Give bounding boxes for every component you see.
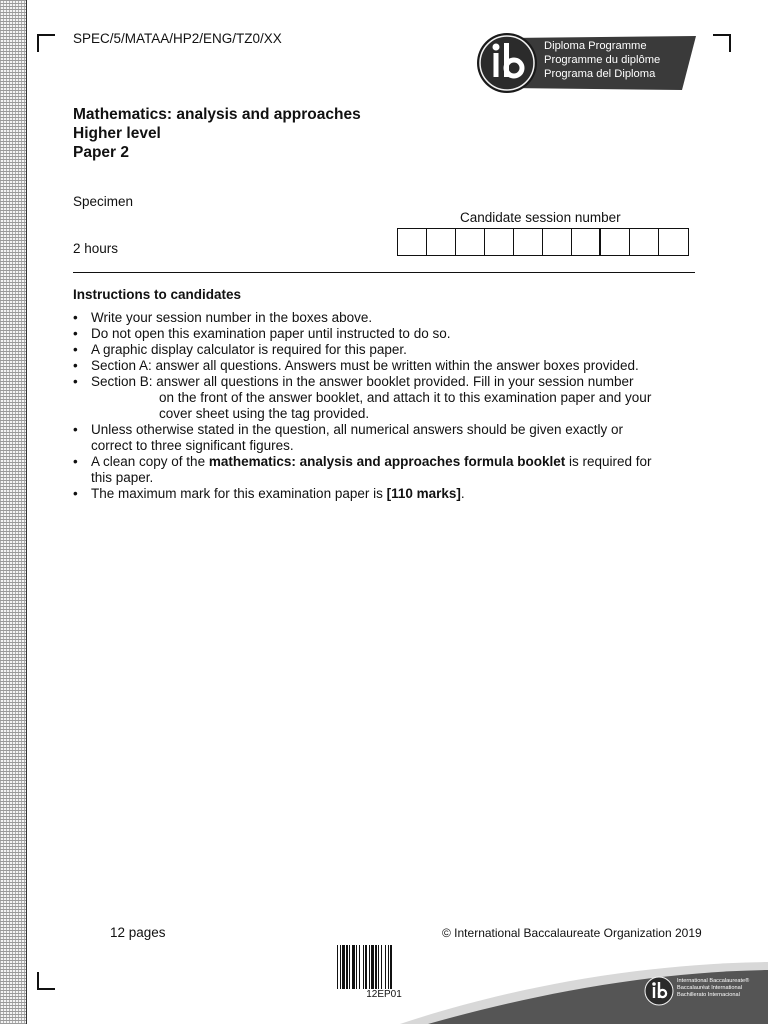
instruction-item: • A clean copy of the mathematics: analysis and approaches formula booklet is required for this paper. [73,454,698,486]
session-number-boxes [397,228,689,256]
barcode-bar [375,945,377,989]
barcode-bar [356,945,357,989]
logo-line-3: Programa del Diploma [544,68,656,80]
paper-title [73,105,361,162]
barcode-bar [385,945,386,989]
session-digit-box[interactable] [456,229,485,255]
barcode-bar [349,945,350,989]
logo-line-1: Diploma Programme [544,40,647,52]
instruction-item: • Do not open this examination paper until instructed to do so. [73,326,698,342]
copyright-notice: © International Baccalaureate Organization 2019 [442,926,702,940]
barcode-bar [390,945,392,989]
session-digit-box[interactable] [601,229,630,255]
logo-line-2: Programme du diplôme [544,54,661,66]
session-digit-box[interactable] [427,229,456,255]
barcode-bar [337,945,338,989]
instruction-item: • A graphic display calculator is required for this paper. [73,342,698,358]
session-digit-box[interactable] [630,229,659,255]
barcode-bar [365,945,367,989]
barcode-bar [352,945,355,989]
ib-diploma-logo [474,32,696,94]
instruction-item: • The maximum mark for this examination paper is [110 marks]. [73,486,698,502]
page-count: 12 pages [110,925,166,940]
barcode-bar [359,945,360,989]
barcode-bar [381,945,382,989]
level-title: Higher level [73,125,161,142]
crop-mark-bottom-left [37,972,55,990]
instruction-item: • Unless otherwise stated in the question, all numerical answers should be given exactly or correct to three significant figures. [73,422,698,454]
barcode-bar [363,945,364,989]
paper-number: Paper 2 [73,144,130,161]
instructions-heading: Instructions to candidates [73,287,242,302]
session-digit-box[interactable] [485,229,514,255]
barcode-bar [371,945,374,989]
instruction-item: • Write your session number in the boxes above. [73,310,698,326]
barcode-bar [388,945,389,989]
session-digit-box[interactable] [398,229,427,255]
org-names [677,978,749,999]
org-name-es: Bachillerato Internacional [677,992,740,998]
specimen-label: Specimen [73,194,134,209]
subject-title: Mathematics: analysis and approaches [73,106,361,123]
session-digit-box[interactable] [543,229,572,255]
duration-label: 2 hours [73,241,119,256]
session-digit-box[interactable] [572,229,601,255]
barcode-text: 12EP01 [366,989,402,1000]
session-digit-box[interactable] [659,229,688,255]
org-name-fr: Baccalauréat International [677,985,742,991]
org-name-en: International Baccalaureate® [677,978,750,984]
instruction-item: • Section A: answer all questions. Answers must be written within the answer boxes provided. [73,358,698,374]
crop-mark-top-right [713,34,731,52]
paper-code: SPEC/5/MATAA/HP2/ENG/TZ0/XX [73,31,282,46]
barcode-bar [378,945,379,989]
barcode-bar [369,945,370,989]
crop-mark-top-left [37,34,55,52]
binding-strip [0,0,27,1024]
barcode-bar [342,945,345,989]
header-divider [73,272,695,273]
barcode-bar [340,945,341,989]
barcode-bar [346,945,348,989]
formula-booklet-name: mathematics: analysis and approaches formula booklet [208,454,566,469]
max-marks: [110 marks] [386,486,461,501]
instruction-item: • Section B: answer all questions in the answer booklet provided. Fill in your session number on the front of the answer booklet, and attach it to this examination paper and your cover sheet using the tag provided. [73,374,698,422]
ib-emblem-icon [644,976,674,1006]
session-digit-box[interactable] [514,229,543,255]
instructions-list [73,310,698,502]
session-number-label: Candidate session number [460,210,621,225]
